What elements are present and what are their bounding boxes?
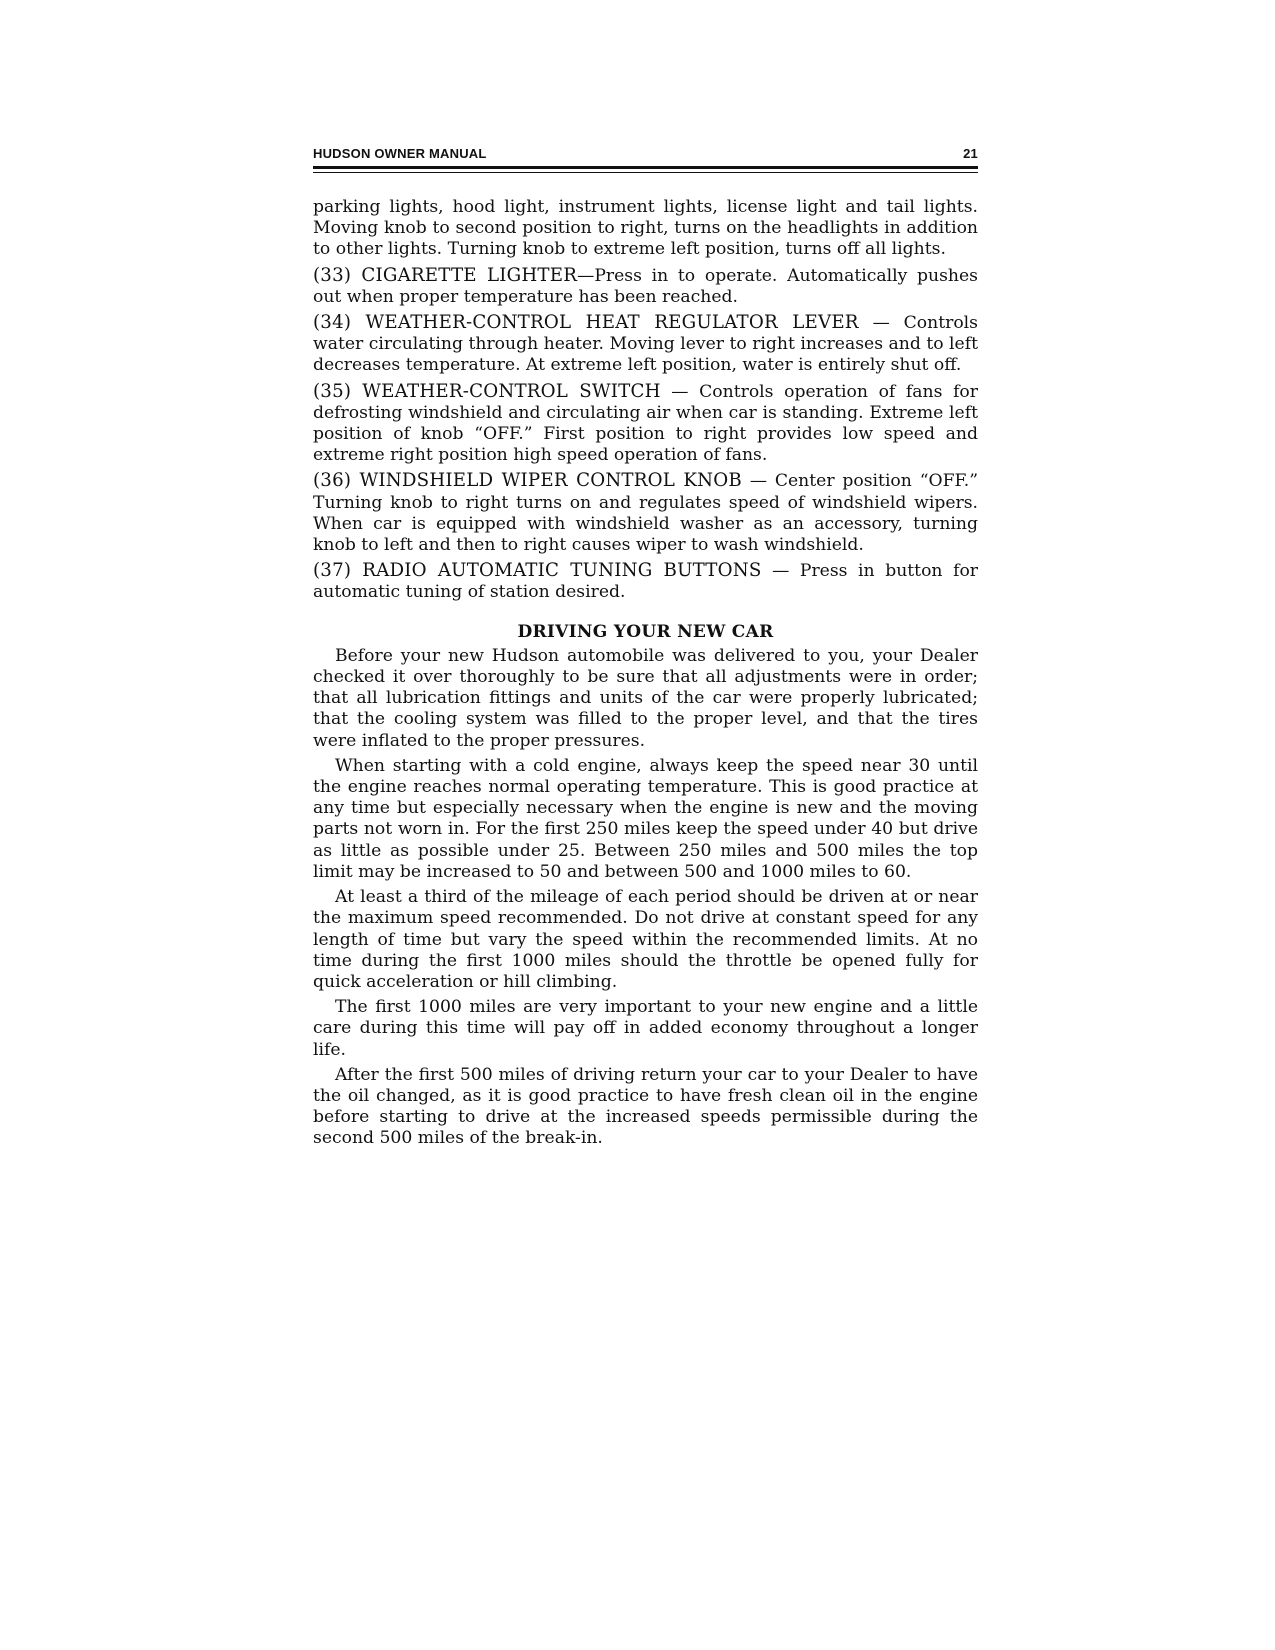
control-item-36 [313, 470, 978, 556]
control-item-separator: — [577, 265, 595, 286]
control-item-separator: — [858, 313, 904, 334]
header-title: HUDSON OWNER MANUAL [313, 146, 487, 161]
section-paragraph: Before your new Hudson automobile was delivered to you, your Dealer checked it over thoroughly to be sure that all adjustments were in order; that all lubrication fittings and units of the car were properly lubricated; that the cooling system was filled to the proper level, and that the tires were inflated to the proper pressures. [313, 645, 978, 751]
control-item-text: Press in button for automatic tuning of station desired. [313, 561, 979, 603]
control-item-text: Controls water circulating through heater. Moving lever to right increases and to left decreases temperature. At extreme left position, water is entirely shut off. [313, 313, 978, 376]
control-item-label: (33) CIGARETTE LIGHTER [313, 264, 578, 286]
section-paragraph: When starting with a cold engine, always keep the speed near 30 until the engine reaches normal operating temperature. This is good practice at any time but especially necessary when the engine is new and the moving parts not worn in. For the first 250 miles keep the speed under 40 but drive as little as possible under 25. Between 250 miles and 500 miles the top limit may be increased to 50 and between 500 and 1000 miles to 60. [313, 755, 978, 882]
section-heading: DRIVING YOUR NEW CAR [517, 621, 774, 642]
header-rule-thick [313, 166, 978, 169]
control-item-label: (36) WINDSHIELD WIPER CONTROL KNOB [313, 470, 742, 492]
page-number: 21 [963, 146, 978, 161]
control-item-separator: — [660, 381, 700, 402]
control-item-34 [313, 312, 978, 377]
page-body [313, 197, 978, 1150]
section-paragraph: At least a third of the mileage of each period should be driven at or near the maximum speed recommended. Do not drive at constant speed for any length of time but vary the speed within the recommended limits. At no time during the first 1000 miles should the throttle be opened fully for quick acceleration or hill climbing. [313, 887, 978, 992]
control-item-label: (37) RADIO AUTOMATIC TUNING BUTTONS [313, 560, 762, 582]
intro-paragraph: parking lights, hood light, instrument lights, license light and tail lights. Moving knob to second position to right, turns on the headlights in addition to other lights. Turning knob to extreme left position, turns off all lights. [313, 197, 978, 260]
control-item-separator: — [741, 471, 775, 492]
control-item-label: (34) WEATHER-CONTROL HEAT REGULATOR LEVER [313, 312, 859, 334]
section-paragraph: After the first 500 miles of driving return your car to your Dealer to have the oil changed, as it is good practice to have fresh clean oil in the engine before starting to drive at the increased speeds permissible during the second 500 miles of the break-in. [313, 1064, 978, 1149]
running-header [313, 146, 978, 166]
control-item-text: Controls operation of fans for defrosting windshield and circulating air when car is standing. Extreme left position of knob “OFF.” First position to right provides low speed and extreme right position high speed operation of fans. [313, 381, 978, 466]
control-item-33 [313, 265, 978, 308]
control-item-37 [313, 560, 978, 603]
control-item-text: Center position “OFF.” Turning knob to right turns on and regulates speed of windshield wipers. When car is equipped with windshield washer as an accessory, turning knob to left and then to right causes wiper to wash windshield. [313, 471, 978, 556]
section-paragraph: The first 1000 miles are very important to your new engine and a little care during this time will pay off in added economy throughout a longer life. [313, 997, 978, 1060]
control-item-text: Press in to operate. Automatically pushes out when proper temperature has been reached. [313, 265, 978, 307]
control-item-label: (35) WEATHER-CONTROL SWITCH [313, 380, 661, 402]
header-rule-thin [313, 172, 978, 173]
control-item-35 [313, 381, 978, 467]
control-item-separator: — [761, 561, 800, 582]
